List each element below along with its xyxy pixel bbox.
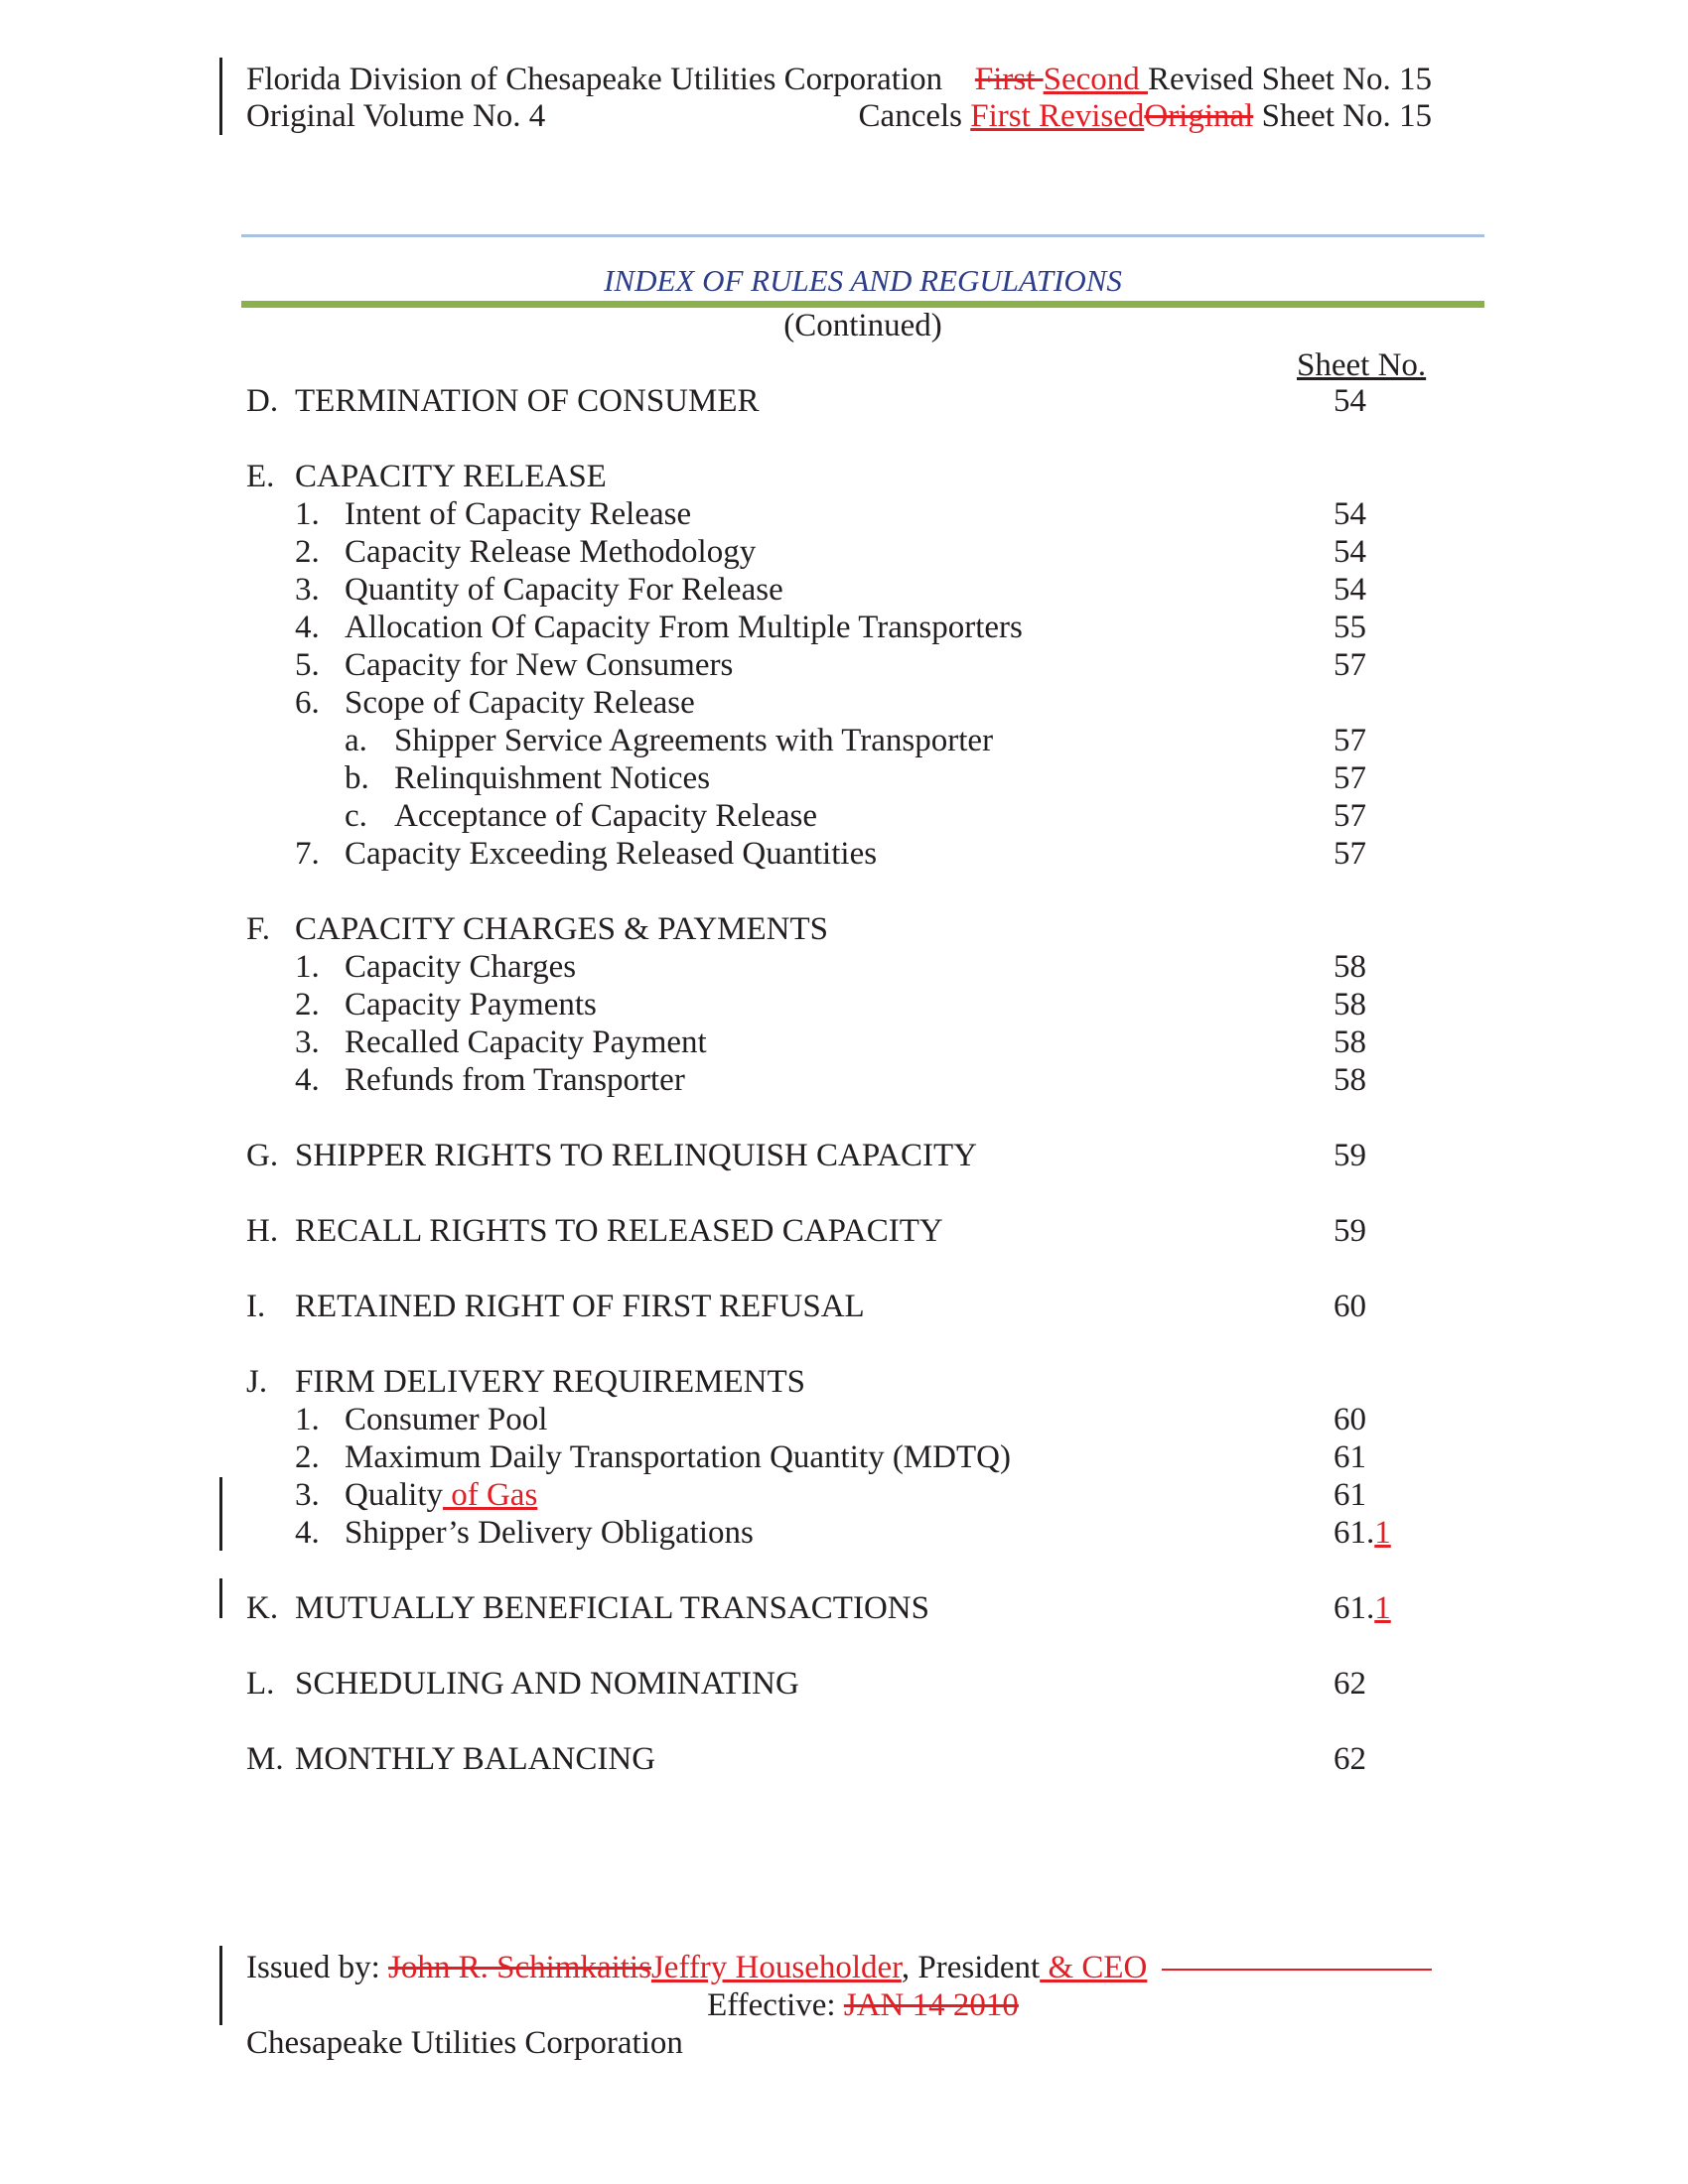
index-label: Scope of Capacity Release [345,685,695,721]
index-page [1334,1588,1391,1628]
index-page: 57 [1334,723,1366,758]
footer-effective-deleted: JAN 14 2010 [843,1987,1019,2023]
index-page-inserted: 1 [1374,1590,1391,1626]
index-number: 1. [295,1402,320,1437]
index-letter: F. [246,911,270,947]
index-letter: I. [246,1289,266,1324]
index-letter: M. [246,1741,284,1777]
index-row [0,570,1688,608]
index-label: Capacity Release Methodology [345,534,757,570]
page-subtitle: (Continued) [783,308,942,343]
index-number: 4. [295,1062,320,1098]
index-label: CAPACITY RELEASE [295,459,607,494]
index-page [1334,1513,1391,1553]
header-line2-right [859,96,1432,136]
index-page: 58 [1334,1062,1366,1098]
index-label: Quantity of Capacity For Release [345,572,783,608]
index-row [0,909,1688,947]
header-line2-left: Original Volume No. 4 [246,98,546,134]
index-number: 3. [295,1477,320,1513]
index-label: Relinquishment Notices [394,760,711,796]
index-row [0,1060,1688,1098]
footer-effective [241,1985,1484,2025]
index-number: 1. [295,496,320,532]
header-line1-right [975,60,1432,99]
index-number: 3. [295,1024,320,1060]
index-page: 55 [1334,610,1366,645]
index-page: 57 [1334,836,1366,872]
index-number: 2. [295,987,320,1023]
index-number: 3. [295,572,320,608]
index-number: 4. [295,1515,320,1551]
index-page: 60 [1334,1289,1366,1324]
index-page: 59 [1334,1138,1366,1173]
index-page: 61 [1334,1477,1366,1513]
index-label: Consumer Pool [345,1402,548,1437]
index-label: RECALL RIGHTS TO RELEASED CAPACITY [295,1213,943,1249]
index-row [0,457,1688,494]
index-row [0,1437,1688,1475]
index-row [0,1475,1688,1513]
footer-issued-label: Issued by: [246,1950,388,1985]
index-number: 4. [295,610,320,645]
index-label: Capacity Charges [345,949,577,985]
header-deleted-text: First [974,62,1044,97]
index-label: SCHEDULING AND NOMINATING [295,1666,799,1702]
index-page: 58 [1334,987,1366,1023]
index-letter: D. [246,383,279,419]
index-row [0,381,1688,419]
index-row [0,608,1688,645]
index-number: 5. [295,647,320,683]
index-label: Recalled Capacity Payment [345,1024,707,1060]
index-label: SHIPPER RIGHTS TO RELINQUISH CAPACITY [295,1138,977,1173]
index-page: 61 [1334,1439,1366,1475]
page-title: INDEX OF RULES AND REGULATIONS [604,263,1122,298]
sheet-no-column-header: Sheet No. [1297,347,1427,383]
index-page: 57 [1334,798,1366,834]
change-bar-header [219,58,222,135]
index-row [0,758,1688,796]
index-row [0,1588,1688,1626]
index-row [0,1400,1688,1437]
index-letter: K. [246,1590,279,1626]
index-page: 60 [1334,1402,1366,1437]
index-page: 62 [1334,1666,1366,1702]
index-page: 54 [1334,572,1366,608]
index-page-text: 61. [1334,1515,1375,1551]
index-letter: J. [246,1364,268,1400]
index-row [0,947,1688,985]
change-bar-footer [219,1946,222,2025]
index-page: 58 [1334,949,1366,985]
index-row [0,985,1688,1023]
index-label: Maximum Daily Transportation Quantity (MDTQ) [345,1439,1011,1475]
index-label: TERMINATION OF CONSUMER [295,383,760,419]
header-cancels-deleted: Original [1144,98,1254,134]
index-row [0,796,1688,834]
header-cancels-label: Cancels [858,98,971,134]
index-row [0,834,1688,872]
index-page: 62 [1334,1741,1366,1777]
index-label [345,1475,537,1515]
footer-issued-by [246,1948,1147,1987]
index-row [0,1513,1688,1551]
index-row [0,1211,1688,1249]
index-subletter: a. [345,723,367,758]
index-label: Shipper’s Delivery Obligations [345,1515,754,1551]
index-letter: L. [246,1666,275,1702]
index-number: 2. [295,1439,320,1475]
index-page: 57 [1334,760,1366,796]
index-label: Capacity Exceeding Released Quantities [345,836,878,872]
index-label: Acceptance of Capacity Release [394,798,818,834]
index-page: 57 [1334,647,1366,683]
index-row [0,1739,1688,1777]
index-page: 54 [1334,496,1366,532]
header-cancels-inserted: First Revised [970,98,1145,134]
header-inserted-text: Second [1043,62,1149,97]
index-row [0,1023,1688,1060]
index-row [0,1136,1688,1173]
index-label: Shipper Service Agreements with Transporter [394,723,994,758]
index-row [0,532,1688,570]
title-top-rule [241,234,1484,237]
index-label: MONTHLY BALANCING [295,1741,656,1777]
index-row [0,1362,1688,1400]
index-label-inserted: of Gas [442,1477,538,1513]
footer-issued-deleted: John R. Schimkaitis [388,1950,651,1985]
index-page-inserted: 1 [1374,1515,1391,1551]
header-line1-left: Florida Division of Chesapeake Utilities Corporation [246,62,943,97]
index-label: Intent of Capacity Release [345,496,692,532]
index-number: 1. [295,949,320,985]
index-subletter: b. [345,760,369,796]
index-label: CAPACITY CHARGES & PAYMENTS [295,911,829,947]
index-label: RETAINED RIGHT OF FIRST REFUSAL [295,1289,865,1324]
index-label: FIRM DELIVERY REQUIREMENTS [295,1364,805,1400]
index-row [0,494,1688,532]
index-letter: H. [246,1213,279,1249]
index-number: 7. [295,836,320,872]
header-sheet-text: Revised Sheet No. 15 [1148,62,1432,97]
index-page: 54 [1334,383,1366,419]
index-subletter: c. [345,798,367,834]
footer-issued-inserted-ceo: & CEO [1040,1950,1148,1985]
footer-company: Chesapeake Utilities Corporation [246,2025,683,2061]
index-page: 59 [1334,1213,1366,1249]
index-row [0,721,1688,758]
index-number: 6. [295,685,320,721]
index-page: 58 [1334,1024,1366,1060]
footer-deleted-line [1162,1969,1432,1971]
header-cancels-rest: Sheet No. 15 [1253,98,1432,134]
index-row [0,1664,1688,1702]
index-label: Capacity Payments [345,987,597,1023]
index-letter: E. [246,459,275,494]
index-label: MUTUALLY BENEFICIAL TRANSACTIONS [295,1590,929,1626]
index-row [0,683,1688,721]
index-label-text: Quality [345,1477,443,1513]
index-label: Refunds from Transporter [345,1062,685,1098]
index-page: 54 [1334,534,1366,570]
footer-issued-inserted: Jeffry Householder [650,1950,902,1985]
index-label: Allocation Of Capacity From Multiple Transporters [345,610,1023,645]
footer-effective-label: Effective: [707,1987,844,2023]
index-row [0,645,1688,683]
index-number: 2. [295,534,320,570]
index-letter: G. [246,1138,279,1173]
index-label: Capacity for New Consumers [345,647,734,683]
index-row [0,1287,1688,1324]
footer-issued-title: , President [901,1950,1041,1985]
index-page-text: 61. [1334,1590,1375,1626]
